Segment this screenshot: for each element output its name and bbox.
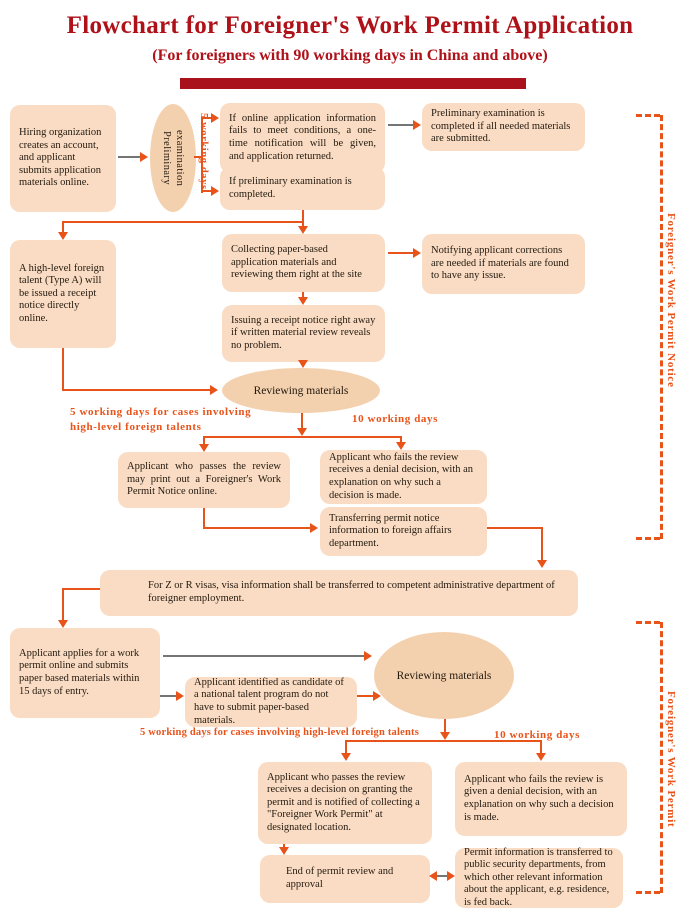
- arrowhead-to-permitinfo: [447, 871, 455, 881]
- node-pass-print-notice: Applicant who passes the review may print out a Foreigner's Work Permit Notice online.: [118, 452, 290, 508]
- arrowhead-apply-review2: [364, 651, 372, 661]
- bracket-notice-top-dash: [636, 114, 660, 117]
- connector-transfer-down: [541, 527, 543, 561]
- connector-to-pass2: [345, 740, 347, 754]
- node-fail-denial-2: Applicant who fails the review is given a denial decision, with an explanation on why such a decision is made.: [455, 762, 627, 836]
- connector-collecting-notifying: [388, 252, 414, 254]
- arrowhead-highlevel-review: [210, 385, 218, 395]
- connector-apply-talent-shaft: [160, 695, 177, 697]
- arrowhead-end: [279, 847, 289, 855]
- bracket-permit-bottom-dash: [636, 891, 660, 894]
- arrowhead-review1: [298, 360, 308, 368]
- preliminary-examination-label: Preliminary examination: [161, 129, 186, 187]
- arrowhead-talent: [176, 691, 184, 701]
- node-preliminary-completed: If preliminary examination is completed.: [220, 167, 385, 210]
- arrowhead-issuing: [298, 297, 308, 305]
- connector-split1-horizontal: [203, 436, 402, 438]
- arrowhead-visas: [537, 560, 547, 568]
- label-5days-highlevel-2: 5 working days for cases involving high-level foreign talents: [140, 727, 419, 738]
- node-end-of-review: End of permit review and approval: [260, 855, 430, 903]
- node-permit-info-feedback: Permit information is transferred to public security departments, from which other relevant information about the applicant, e.g. residence, is fed back.: [455, 848, 623, 908]
- label-10-working-days-2: 10 working days: [494, 729, 581, 741]
- label-10-working-days-1: 10 working days: [352, 413, 439, 425]
- label-foreigners-work-permit-notice: [665, 210, 677, 390]
- node-hiring-organization: Hiring organization creates an account, and applicant submits application materials online.: [10, 105, 116, 212]
- connector-visas-down: [62, 588, 64, 621]
- node-online-application-fails: If online application information fails to meet conditions, a one-time notification will be given, and application returned.: [220, 103, 385, 173]
- node-z-r-visas: For Z or R visas, visa information shall be transferred to competent administrative department of foreigner employment.: [100, 570, 578, 616]
- node-reviewing-materials-2: [374, 632, 514, 719]
- node-pass-granting-permit: Applicant who passes the review receives a decision on granting the permit and is notified of collecting a "Foreigner Work Permit" at designated location.: [258, 762, 432, 844]
- arrowhead-pass2: [341, 753, 351, 761]
- reviewing-materials-1-label: Reviewing materials: [253, 384, 349, 397]
- connector-prelimdone-down: [302, 210, 304, 227]
- node-notifying-corrections: Notifying applicant corrections are needed if materials are found to have any issue.: [422, 234, 585, 294]
- connector-pass1-down: [203, 508, 205, 529]
- node-issuing-receipt: Issuing a receipt notice right away if written material review reveals no problem.: [222, 305, 385, 362]
- arrowhead-to-highlevel: [58, 232, 68, 240]
- arrowhead-to-online-fail: [211, 113, 219, 123]
- connector-highlevel-down: [62, 348, 64, 391]
- node-apply-work-permit: Applicant applies for a work permit online and submits paper based materials within 15 days of entry.: [10, 628, 160, 718]
- bracket-permit-top-dash: [636, 621, 660, 624]
- title-underline-bar: [180, 78, 526, 89]
- page-subtitle: (For foreigners with 90 working days in China and above): [152, 47, 548, 64]
- node-preliminary-examination: [150, 104, 196, 212]
- connector-fail-note-shaft: [388, 124, 414, 126]
- arrowhead-fail-note: [413, 120, 421, 130]
- connector-highlevel-review: [62, 389, 210, 391]
- arrowhead-apply: [58, 620, 68, 628]
- connector-visas-left: [62, 588, 100, 590]
- label-5days-highlevel-1-line2: high-level foreign talents: [70, 420, 202, 433]
- arrowhead-review2-junction: [440, 732, 450, 740]
- label-5-working-days-vertical: 5 working days: [198, 113, 209, 190]
- arrowhead-to-end: [429, 871, 437, 881]
- node-talent-program: Applicant identified as candidate of a national talent program do not have to submit paper-based materials.: [185, 677, 357, 727]
- arrowhead-hiring-prelim: [140, 152, 148, 162]
- label-5days-highlevel-1-line1: 5 working days for cases involving: [70, 406, 252, 418]
- bracket-notice-vline: [660, 115, 663, 539]
- label-foreigners-work-permit-text: Foreigner's Work Permit: [665, 691, 677, 828]
- connector-pass1-transfer: [203, 527, 311, 529]
- reviewing-materials-2-label: Reviewing materials: [396, 669, 492, 682]
- label-foreigners-work-permit: [665, 687, 677, 832]
- arrowhead-pass1: [199, 444, 209, 452]
- connector-transfer-right: [487, 527, 543, 529]
- label-foreigners-work-permit-notice-text: Foreigner's Work Permit Notice: [665, 212, 677, 388]
- connector-row2-horizontal: [62, 221, 304, 223]
- arrowhead-fail1: [396, 442, 406, 450]
- connector-hiring-prelim-shaft: [118, 156, 140, 158]
- node-collecting-materials: Collecting paper-based application materials and reviewing them right at the site: [222, 234, 385, 292]
- page-title: Flowchart for Foreigner's Work Permit Application: [66, 12, 634, 39]
- node-transferring-notice: Transferring permit notice information to foreign affairs department.: [320, 507, 487, 556]
- arrowhead-transfer: [310, 523, 318, 533]
- arrowhead-to-collecting: [298, 226, 308, 234]
- arrowhead-talent-review2: [373, 691, 381, 701]
- label-5days-highlevel-1: [70, 405, 315, 435]
- bracket-permit-vline: [660, 622, 663, 893]
- node-high-level-talent: A high-level foreign talent (Type A) will be issued a receipt notice directly online.: [10, 240, 116, 348]
- node-preliminary-completed-note: Preliminary examination is completed if all needed materials are submitted.: [422, 103, 585, 151]
- node-fail-denial-1: Applicant who fails the review receives a denial decision, with an explanation on why such a decision is made.: [320, 450, 487, 504]
- arrowhead-to-prelim-done: [211, 186, 219, 196]
- connector-talent-review2: [357, 695, 374, 697]
- arrowhead-fail2: [536, 753, 546, 761]
- arrowhead-notifying: [413, 248, 421, 258]
- bracket-notice-bottom-dash: [636, 537, 660, 540]
- connector-apply-review2-shaft: [163, 655, 365, 657]
